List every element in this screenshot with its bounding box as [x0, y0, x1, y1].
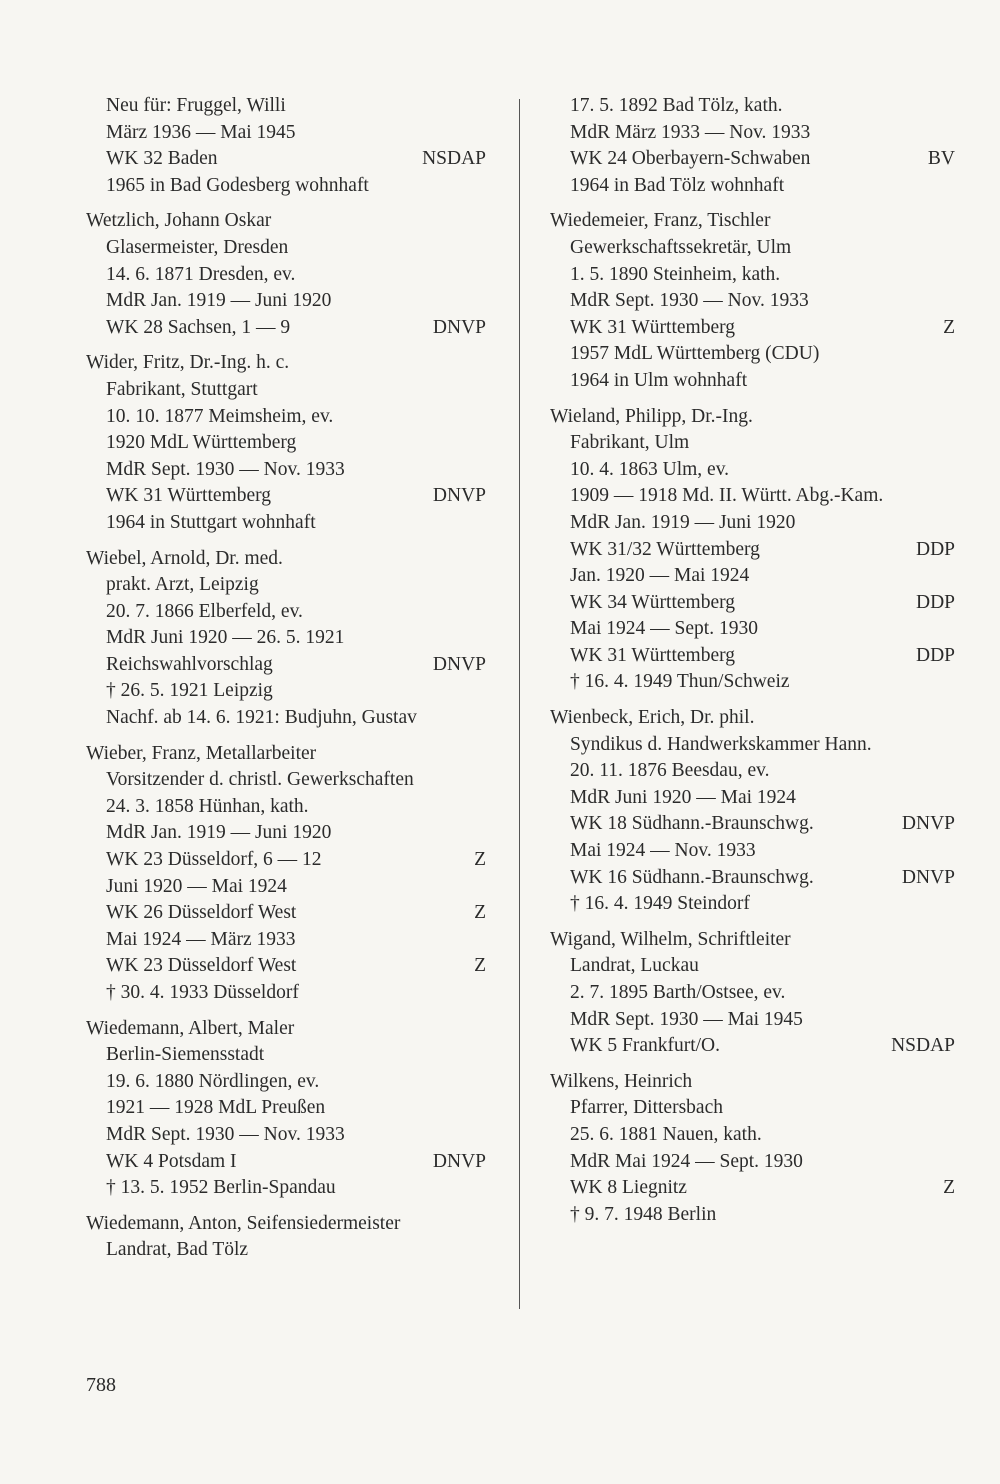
entry-text: 19. 6. 1880 Nördlingen, ev. [106, 1070, 320, 1092]
entry-line [550, 1202, 955, 1229]
entry-text: † 30. 4. 1933 Düsseldorf [106, 982, 299, 1003]
entry-text: 1965 in Bad Godesberg wohnhaft [106, 174, 369, 196]
entry-text: WK 4 Potsdam I [106, 1150, 237, 1172]
entry-line [86, 927, 486, 954]
entry-line [86, 430, 486, 457]
entry-text: 20. 11. 1876 Beesdau, ev. [570, 760, 770, 782]
entry-line [550, 643, 955, 670]
entry-text: WK 8 Liegnitz [570, 1177, 687, 1199]
page-number: 788 [86, 1374, 116, 1396]
entry-line [550, 1122, 955, 1149]
biography-entry [550, 705, 955, 918]
entry-gap [550, 918, 955, 927]
entry-line [550, 483, 955, 510]
entry-text: 10. 4. 1863 Ulm, ev. [570, 458, 730, 480]
biography-entry [550, 93, 955, 199]
entry-line [86, 173, 486, 200]
entry-name-line [550, 705, 955, 732]
entry-line [550, 1007, 955, 1034]
biography-entry [550, 927, 955, 1060]
entry-line [86, 847, 486, 874]
entry-text: 1. 5. 1890 Steinheim, kath. [570, 263, 781, 285]
entry-line [86, 900, 486, 927]
column-divider [519, 99, 520, 1309]
party-label: BV [927, 148, 955, 170]
entry-name-line [86, 208, 486, 235]
party-label: DNVP [432, 485, 486, 507]
party-label: DNVP [432, 653, 486, 675]
entry-line [550, 430, 955, 457]
entry-text: WK 32 Baden [106, 148, 218, 170]
entry-text: Wienbeck, Erich, Dr. phil. [550, 707, 755, 729]
entry-text: Glasermeister, Dresden [106, 236, 289, 258]
entry-text: 1957 MdL Württemberg (CDU) [570, 343, 820, 365]
entry-line [550, 1033, 955, 1060]
entry-gap [86, 732, 486, 741]
entry-text: MdR Mai 1924 — Sept. 1930 [570, 1150, 803, 1172]
entry-name-line [86, 546, 486, 573]
entry-text: MdR Jan. 1919 — Juni 1920 [106, 822, 332, 844]
entry-text: WK 24 Oberbayern-Schwaben [570, 148, 811, 170]
entry-line [550, 120, 955, 147]
entry-line [550, 173, 955, 200]
entry-line [550, 732, 955, 759]
entry-name-line [86, 1211, 486, 1238]
entry-name-line [86, 741, 486, 768]
entry-text: Wiedemann, Anton, Seifensiedermeister [86, 1212, 401, 1234]
left-column [86, 93, 486, 1264]
entry-line [86, 235, 486, 262]
entry-text: MdR Jan. 1919 — Juni 1920 [106, 290, 332, 312]
party-label: Z [943, 316, 955, 338]
entry-text: 10. 10. 1877 Meimsheim, ev. [106, 405, 334, 427]
entry-line [86, 705, 486, 732]
entry-text: 24. 3. 1858 Hünhan, kath. [106, 795, 309, 817]
entry-line [550, 315, 955, 342]
entry-text: Wiedemeier, Franz, Tischler [550, 210, 771, 232]
entry-line [86, 1122, 486, 1149]
entry-text: † 13. 5. 1952 Berlin-Spandau [106, 1177, 336, 1199]
entry-text: WK 23 Düsseldorf West [106, 955, 297, 977]
entry-line [550, 457, 955, 484]
entry-line [86, 510, 486, 537]
entry-line [86, 315, 486, 342]
entry-text: Wiedemann, Albert, Maler [86, 1017, 295, 1039]
entry-text: WK 31 Württemberg [570, 644, 735, 666]
biography-entry [550, 404, 955, 697]
entry-gap [550, 199, 955, 208]
entry-text: MdR Juni 1920 — Mai 1924 [570, 786, 796, 808]
entry-text: MdR März 1933 — Nov. 1933 [570, 121, 811, 143]
entry-text: WK 5 Frankfurt/O. [570, 1035, 721, 1057]
entry-line [86, 1149, 486, 1176]
entry-text: Mai 1924 — Sept. 1930 [570, 618, 758, 640]
entry-text: 1909 — 1918 Md. II. Württ. Abg.-Kam. [570, 485, 884, 507]
entry-line [86, 1095, 486, 1122]
entry-line [86, 1069, 486, 1096]
entry-text: WK 31/32 Württemberg [570, 538, 760, 560]
entry-text: MdR Jan. 1919 — Juni 1920 [570, 511, 796, 533]
entry-text: Wilkens, Heinrich [550, 1070, 693, 1092]
entry-line [86, 483, 486, 510]
entry-line [86, 874, 486, 901]
entry-text: 2. 7. 1895 Barth/Ostsee, ev. [570, 982, 786, 1003]
entry-text: MdR Sept. 1930 — Nov. 1933 [106, 1123, 345, 1145]
entry-line [550, 811, 955, 838]
entry-gap [86, 1007, 486, 1016]
entry-line [550, 758, 955, 785]
entry-line [86, 980, 486, 1007]
entry-name-line [550, 927, 955, 954]
entry-text: MdR Juni 1920 — 26. 5. 1921 [106, 627, 345, 649]
entry-line [550, 563, 955, 590]
entry-line [86, 678, 486, 705]
entry-text: 1921 — 1928 MdL Preußen [106, 1097, 326, 1119]
entry-text: Jan. 1920 — Mai 1924 [570, 565, 750, 587]
entry-gap [86, 537, 486, 546]
entry-text: Mai 1924 — Nov. 1933 [570, 840, 756, 862]
entry-line [86, 1175, 486, 1202]
entry-line [86, 794, 486, 821]
party-label: Z [943, 1177, 955, 1199]
entry-text: Gewerkschaftssekretär, Ulm [570, 236, 792, 258]
entry-text: Landrat, Luckau [570, 955, 699, 977]
entry-text: März 1936 — Mai 1945 [106, 121, 296, 143]
entry-text: WK 23 Düsseldorf, 6 — 12 [106, 849, 322, 871]
entry-line [86, 625, 486, 652]
entry-text: Wieland, Philipp, Dr.-Ing. [550, 405, 753, 427]
entry-line [550, 262, 955, 289]
party-label: DNVP [432, 1150, 486, 1172]
biography-entry [86, 546, 486, 732]
entry-text: MdR Sept. 1930 — Nov. 1933 [570, 290, 809, 312]
biography-entry [86, 208, 486, 341]
entry-text: WK 18 Südhann.-Braunschwg. [570, 813, 814, 835]
entry-gap [550, 696, 955, 705]
entry-line [86, 767, 486, 794]
entry-line [550, 146, 955, 173]
entry-line [86, 820, 486, 847]
entry-line [86, 572, 486, 599]
entry-name-line [86, 350, 486, 377]
biography-entry [86, 93, 486, 199]
entry-text: Fabrikant, Stuttgart [106, 378, 258, 400]
entry-line [550, 1175, 955, 1202]
entry-text: Reichswahlvorschlag [106, 653, 273, 675]
entry-text: Fabrikant, Ulm [570, 432, 690, 454]
entry-line [86, 120, 486, 147]
entry-line [550, 288, 955, 315]
entry-text: Wieber, Franz, Metallarbeiter [86, 742, 317, 764]
entry-line [86, 599, 486, 626]
entry-text: 1964 in Bad Tölz wohnhaft [570, 174, 785, 196]
party-label: DNVP [901, 813, 955, 835]
entry-text: † 16. 4. 1949 Thun/Schweiz [570, 671, 790, 693]
entry-line [550, 510, 955, 537]
entry-line [86, 146, 486, 173]
entry-name-line [550, 208, 955, 235]
entry-text: WK 28 Sachsen, 1 — 9 [106, 316, 291, 338]
entry-line [86, 262, 486, 289]
entry-line [550, 865, 955, 892]
entry-line [550, 93, 955, 120]
entry-text: Pfarrer, Dittersbach [570, 1097, 723, 1119]
entry-line [86, 652, 486, 679]
entry-text: 17. 5. 1892 Bad Tölz, kath. [570, 95, 783, 116]
party-label: DNVP [432, 316, 486, 338]
entry-text: WK 34 Württemberg [570, 591, 735, 613]
entry-line [550, 891, 955, 918]
party-label: Z [474, 955, 486, 977]
entry-text: MdR Sept. 1930 — Nov. 1933 [106, 458, 345, 480]
entry-line [550, 838, 955, 865]
entry-text: Neu für: Fruggel, Willi [106, 95, 286, 116]
entry-text: † 16. 4. 1949 Steindorf [570, 893, 750, 915]
biography-entry [550, 1069, 955, 1229]
biography-entry [86, 1016, 486, 1202]
party-label: Z [474, 849, 486, 871]
entry-text: Wider, Fritz, Dr.-Ing. h. c. [86, 352, 290, 374]
entry-line [550, 1149, 955, 1176]
party-label: DDP [915, 591, 955, 613]
entry-text: Berlin-Siemensstadt [106, 1044, 265, 1066]
entry-gap [86, 1202, 486, 1211]
entry-name-line [86, 1016, 486, 1043]
entry-gap [86, 341, 486, 350]
entry-text: † 26. 5. 1921 Leipzig [106, 680, 273, 702]
entry-line [86, 1237, 486, 1264]
entry-line [550, 235, 955, 262]
entry-gap [550, 1060, 955, 1069]
entry-text: 1964 in Stuttgart wohnhaft [106, 511, 316, 533]
entry-text: Landrat, Bad Tölz [106, 1239, 249, 1261]
entry-text: 20. 7. 1866 Elberfeld, ev. [106, 600, 303, 622]
entry-line [550, 785, 955, 812]
entry-text: WK 16 Südhann.-Braunschwg. [570, 866, 814, 888]
entry-gap [86, 199, 486, 208]
entry-gap [550, 395, 955, 404]
party-label: Z [474, 902, 486, 924]
entry-text: 1964 in Ulm wohnhaft [570, 369, 748, 391]
entry-line [550, 980, 955, 1007]
entry-text: Mai 1924 — März 1933 [106, 928, 296, 950]
entry-line [86, 288, 486, 315]
entry-line [550, 341, 955, 368]
entry-text: Wiebel, Arnold, Dr. med. [86, 547, 283, 569]
party-label: NSDAP [422, 148, 486, 170]
entry-line [550, 1095, 955, 1122]
biography-entry [86, 350, 486, 536]
biography-entry [86, 741, 486, 1007]
entry-text: Wetzlich, Johann Oskar [86, 210, 272, 232]
entry-text: Vorsitzender d. christl. Gewerkschaften [106, 769, 414, 791]
entry-name-line [550, 1069, 955, 1096]
entry-line [550, 953, 955, 980]
right-column [550, 93, 955, 1228]
entry-name-line [550, 404, 955, 431]
entry-text: prakt. Arzt, Leipzig [106, 574, 259, 596]
party-label: DNVP [901, 866, 955, 888]
entry-line [550, 590, 955, 617]
entry-line [550, 368, 955, 395]
entry-line [86, 404, 486, 431]
entry-line [86, 457, 486, 484]
biography-entry [550, 208, 955, 394]
entry-line [86, 93, 486, 120]
party-label: NSDAP [891, 1035, 955, 1057]
entry-text: WK 26 Düsseldorf West [106, 902, 297, 924]
entry-text: 14. 6. 1871 Dresden, ev. [106, 263, 296, 285]
entry-line [86, 1042, 486, 1069]
entry-text: Syndikus d. Handwerkskammer Hann. [570, 733, 872, 755]
entry-text: WK 31 Württemberg [570, 316, 735, 338]
entry-line [550, 669, 955, 696]
entry-text: 1920 MdL Württemberg [106, 432, 297, 454]
entry-text: † 9. 7. 1948 Berlin [570, 1203, 717, 1225]
party-label: DDP [915, 644, 955, 666]
entry-text: Juni 1920 — Mai 1924 [106, 875, 287, 897]
entry-text: WK 31 Württemberg [106, 485, 271, 507]
entry-text: 25. 6. 1881 Nauen, kath. [570, 1123, 762, 1145]
entry-text: MdR Sept. 1930 — Mai 1945 [570, 1008, 803, 1030]
entry-line [86, 377, 486, 404]
biography-entry [86, 1211, 486, 1264]
party-label: DDP [915, 538, 955, 560]
entry-line [550, 616, 955, 643]
entry-text: Wigand, Wilhelm, Schriftleiter [550, 928, 791, 950]
entry-line [550, 537, 955, 564]
entry-line [86, 953, 486, 980]
entry-text: Nachf. ab 14. 6. 1921: Budjuhn, Gustav [106, 707, 417, 729]
